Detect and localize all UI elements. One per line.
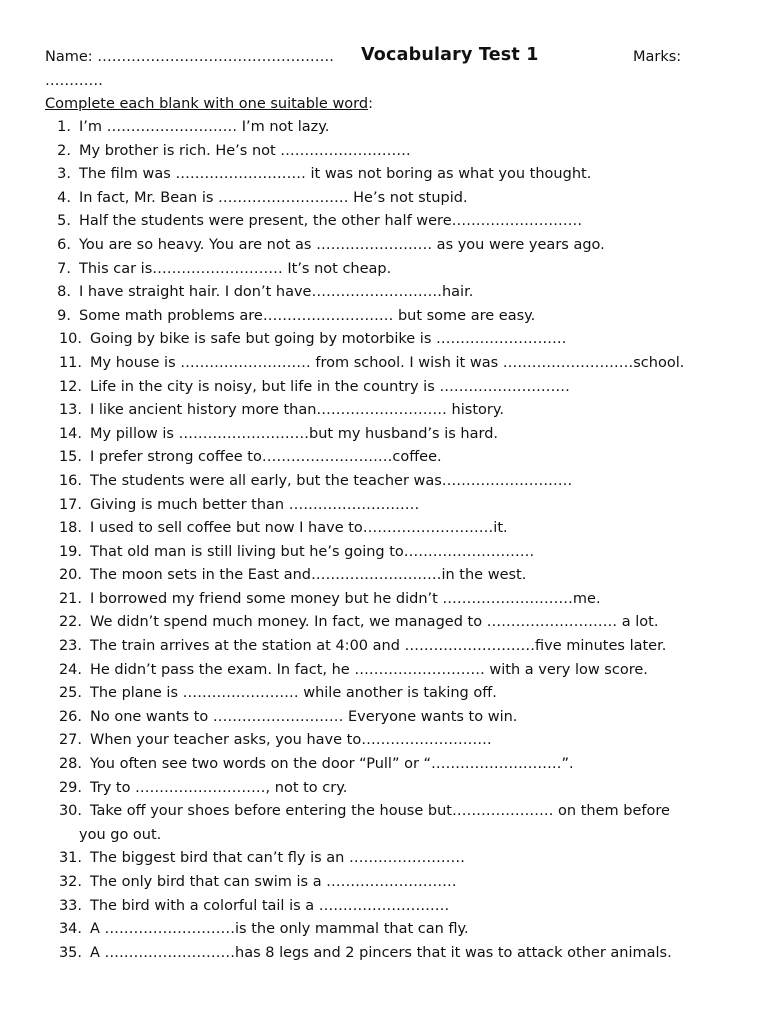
question-text: My brother is rich. He’s not ……………………… [79, 142, 411, 159]
question-number: 22. [58, 614, 82, 631]
question-number: 25. [58, 685, 82, 702]
name-field: Name: …………………………………………. [45, 49, 334, 65]
question-text: No one wants to ……………………… Everyone wants to win. [90, 708, 518, 725]
question-text: In fact, Mr. Bean is ……………………… He’s not stupid. [79, 189, 468, 206]
question-item [45, 187, 725, 211]
question-number: 20. [58, 567, 82, 584]
question-item [45, 895, 725, 919]
question-number: 32. [58, 874, 82, 890]
question-item [45, 399, 725, 423]
instruction-text: Complete each blank with one suitable word [45, 96, 369, 112]
question-item [45, 140, 725, 164]
question-item [45, 517, 725, 541]
worksheet [45, 45, 725, 965]
question-number: 2. [57, 142, 71, 159]
question-text: We didn’t spend much money. In fact, we managed to ……………………… a lot. [90, 614, 659, 631]
question-number: 23. [58, 638, 82, 655]
question-item [45, 234, 725, 258]
question-item [45, 210, 725, 234]
question-continuation [45, 824, 725, 848]
question-text: The moon sets in the East and………………………in the west. [90, 567, 527, 584]
question-item [45, 753, 725, 777]
question-text: You often see two words on the door “Pull” or “………………………”. [90, 756, 574, 773]
question-number: 17. [58, 496, 82, 513]
question-text: My pillow is ………………………but my husband’s is hard. [90, 425, 499, 442]
question-text: A ………………………is the only mammal that can fly. [90, 921, 469, 938]
question-text: I prefer strong coffee to………………………coffee. [90, 449, 442, 466]
question-text: Going by bike is safe but going by motorbike is ……………………… [90, 331, 567, 348]
question-item [45, 729, 725, 753]
question-item [45, 116, 725, 140]
question-text: You are so heavy. You are not as …………………… as you were years ago. [79, 236, 605, 253]
question-item [45, 446, 725, 470]
question-number: 1. [57, 119, 71, 135]
question-text: The biggest bird that can’t fly is an …………………… [90, 850, 465, 867]
question-number: 15. [58, 449, 82, 466]
question-text: The plane is …………………… while another is taking off. [90, 685, 497, 702]
question-text: The students were all early, but the teacher was……………………… [90, 472, 573, 489]
question-item [45, 494, 725, 518]
question-number: 31. [58, 850, 82, 867]
question-number: 27. [58, 732, 82, 749]
question-text: The film was ……………………… it was not boring as what you thought. [79, 166, 592, 183]
question-item [45, 564, 725, 588]
question-item [45, 800, 725, 824]
question-text-continued: you go out. [79, 826, 162, 843]
test-title: Vocabulary Test 1 [361, 45, 539, 65]
question-item [45, 163, 725, 187]
question-number: 24. [58, 661, 82, 678]
question-item [45, 588, 725, 612]
question-item [45, 918, 725, 942]
question-item [45, 635, 725, 659]
question-text: I like ancient history more than……………………… history. [90, 402, 504, 419]
question-number: 29. [58, 779, 82, 796]
question-item [45, 847, 725, 871]
question-item [45, 258, 725, 282]
question-text: Half the students were present, the other half were……………………… [79, 213, 583, 230]
question-number: 10. [58, 331, 82, 348]
marks-label: Marks: [633, 49, 682, 65]
question-item [45, 541, 725, 565]
question-text: That old man is still living but he’s going to……………………… [90, 543, 535, 560]
question-text: This car is……………………… It’s not cheap. [79, 260, 392, 277]
question-text: I have straight hair. I don’t have………………………hair. [79, 284, 474, 301]
question-number: 3. [57, 166, 71, 183]
question-item [45, 352, 725, 376]
question-number: 26. [58, 708, 82, 725]
question-number: 35. [58, 944, 82, 961]
question-number: 4. [57, 189, 71, 206]
question-item [45, 659, 725, 683]
question-item [45, 470, 725, 494]
question-item [45, 706, 725, 730]
question-item [45, 611, 725, 635]
question-text: He didn’t pass the exam. In fact, he ……………………… with a very low score. [90, 661, 648, 678]
question-text: Giving is much better than ……………………… [90, 496, 420, 513]
question-item [45, 305, 725, 329]
instruction [45, 92, 725, 116]
question-text: Some math problems are……………………… but some are easy. [79, 307, 536, 324]
question-number: 8. [57, 284, 71, 301]
question-number: 16. [58, 472, 82, 489]
question-number: 21. [58, 590, 82, 607]
question-item [45, 777, 725, 801]
question-text: The only bird that can swim is a ……………………… [90, 874, 457, 890]
question-text: The train arrives at the station at 4:00 and ………………………five minutes later. [90, 638, 667, 655]
question-number: 30. [58, 803, 82, 820]
question-item [45, 376, 725, 400]
question-text: I borrowed my friend some money but he didn’t ………………………me. [90, 590, 601, 607]
question-item [45, 328, 725, 352]
question-text: My house is ……………………… from school. I wish it was ………………………school. [90, 354, 685, 371]
question-number: 33. [58, 897, 82, 914]
question-number: 28. [58, 756, 82, 773]
question-item [45, 871, 725, 895]
question-number: 12. [58, 378, 82, 395]
question-number: 13. [58, 402, 82, 419]
header [45, 45, 725, 69]
question-text: Try to ………………………, not to cry. [90, 779, 348, 796]
question-text: When your teacher asks, you have to……………………… [90, 732, 492, 749]
question-text: A ………………………has 8 legs and 2 pincers that it was to attack other animals. [90, 944, 672, 961]
question-item [45, 281, 725, 305]
question-item [45, 942, 725, 966]
question-number: 5. [57, 213, 71, 230]
question-number: 18. [58, 520, 82, 537]
question-number: 6. [57, 236, 71, 253]
question-number: 9. [57, 307, 71, 324]
question-number: 19. [58, 543, 82, 560]
question-text: Take off your shoes before entering the house but………………… on them before [90, 803, 670, 820]
question-item [45, 423, 725, 447]
question-text: I used to sell coffee but now I have to………………………it. [90, 520, 508, 537]
question-number: 11. [58, 354, 82, 371]
question-list [45, 116, 725, 965]
question-number: 34. [58, 921, 82, 938]
question-number: 7. [57, 260, 71, 277]
question-text: The bird with a colorful tail is a ……………………… [90, 897, 450, 914]
question-text: I’m ……………………… I’m not lazy. [79, 119, 330, 135]
question-number: 14. [58, 425, 82, 442]
question-text: Life in the city is noisy, but life in the country is ……………………… [90, 378, 570, 395]
question-item [45, 682, 725, 706]
marks-field: ………… [45, 73, 103, 89]
instruction-colon: : [368, 96, 373, 112]
